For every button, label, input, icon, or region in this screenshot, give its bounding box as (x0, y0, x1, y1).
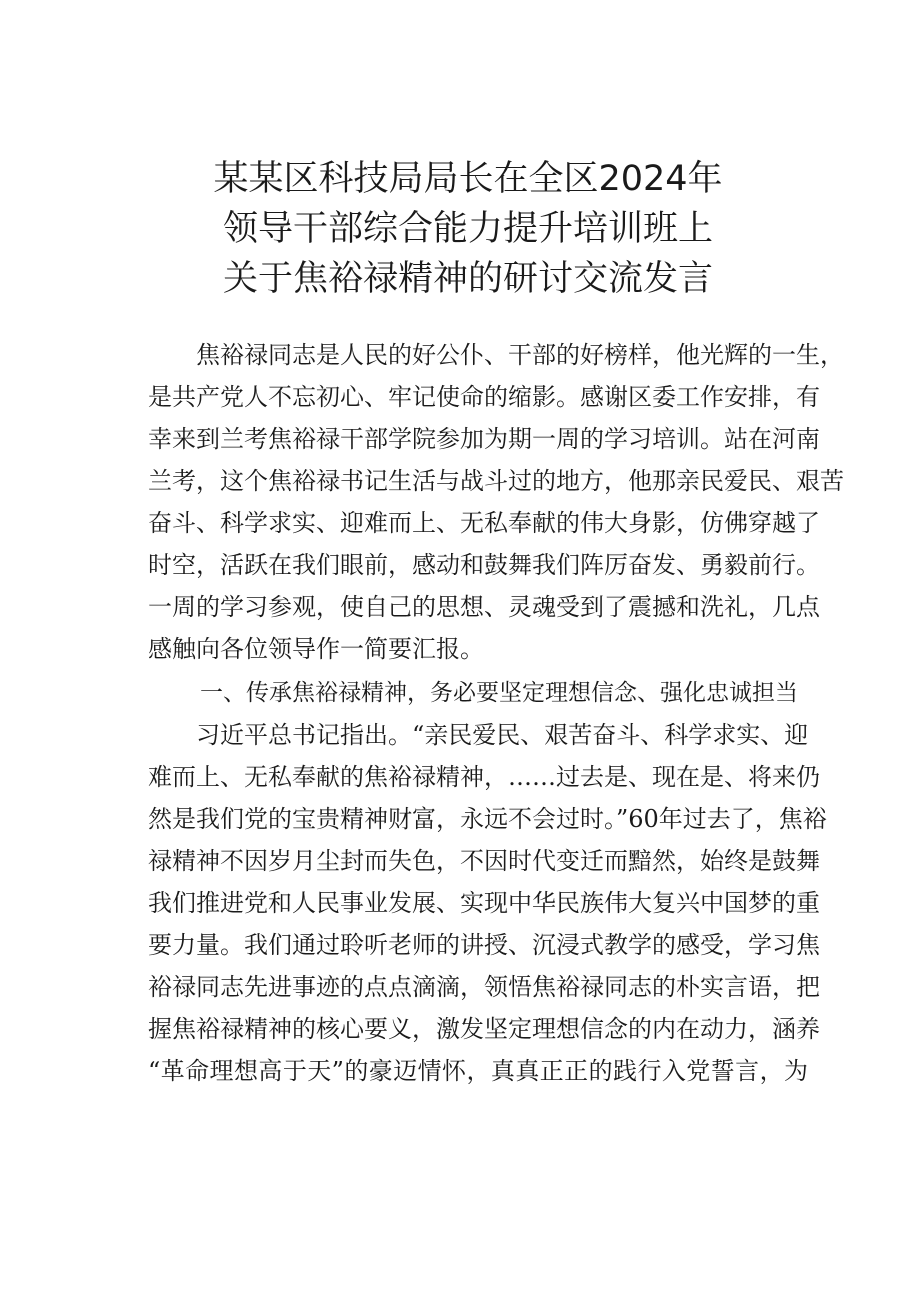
text-line: 裕禄同志先进事迹的点点滴滴，领悟焦裕禄同志的朴实言语，把 (148, 973, 820, 1001)
text-line: 感触向各位领导作一简要汇报。 (148, 635, 484, 663)
text-line: 然是我们党的宝贵精神财富，永远不会过时。”60年过去了，焦裕 (148, 805, 827, 833)
text-line: 兰考，这个焦裕禄书记生活与战斗过的地方，他那亲民爱民、艰苦 (148, 467, 844, 495)
section-heading: 一、传承焦裕禄精神，务必要坚定理想信念、强化忠诚担当 (200, 680, 798, 706)
text-line: 习近平总书记指出。“亲民爱民、艰苦奋斗、科学求实、迎 (196, 721, 809, 749)
paragraph-section-1 (148, 714, 827, 1092)
document-title (148, 154, 788, 304)
paragraph-intro (148, 334, 844, 670)
text-line: 我们推进党和人民事业发展、实现中华民族伟大复兴中国梦的重 (148, 889, 820, 917)
text-line: 一周的学习参观，使自己的思想、灵魂受到了震撼和洗礼，几点 (148, 593, 820, 621)
title-line: 领导干部综合能力提升培训班上 (222, 209, 713, 249)
text-line: 幸来到兰考焦裕禄干部学院参加为期一周的学习培训。站在河南 (148, 425, 820, 453)
text-line: “革命理想高于天”的豪迈情怀，真真正正的践行入党誓言，为 (148, 1057, 808, 1085)
text-line: 难而上、无私奉献的焦裕禄精神，……过去是、现在是、将来仍 (148, 763, 820, 791)
text-line: 禄精神不因岁月尘封而失色，不因时代变迁而黯然，始终是鼓舞 (148, 847, 820, 875)
title-line: 关于焦裕禄精神的研讨交流发言 (222, 259, 713, 299)
title-line: 某某区科技局局长在全区2024年 (213, 159, 723, 199)
text-line: 焦裕禄同志是人民的好公仆、干部的好榜样，他光辉的一生， (196, 341, 844, 369)
text-line: 奋斗、科学求实、迎难而上、无私奉献的伟大身影，仿佛穿越了 (148, 509, 820, 537)
text-line: 是共产党人不忘初心、牢记使命的缩影。感谢区委工作安排，有 (148, 383, 820, 411)
text-line: 要力量。我们通过聆听老师的讲授、沉浸式教学的感受，学习焦 (148, 931, 820, 959)
document-body (148, 334, 844, 1092)
text-line: 时空，活跃在我们眼前，感动和鼓舞我们阵厉奋发、勇毅前行。 (148, 551, 820, 579)
text-line: 握焦裕禄精神的核心要义，激发坚定理想信念的内在动力，涵养 (148, 1015, 820, 1043)
